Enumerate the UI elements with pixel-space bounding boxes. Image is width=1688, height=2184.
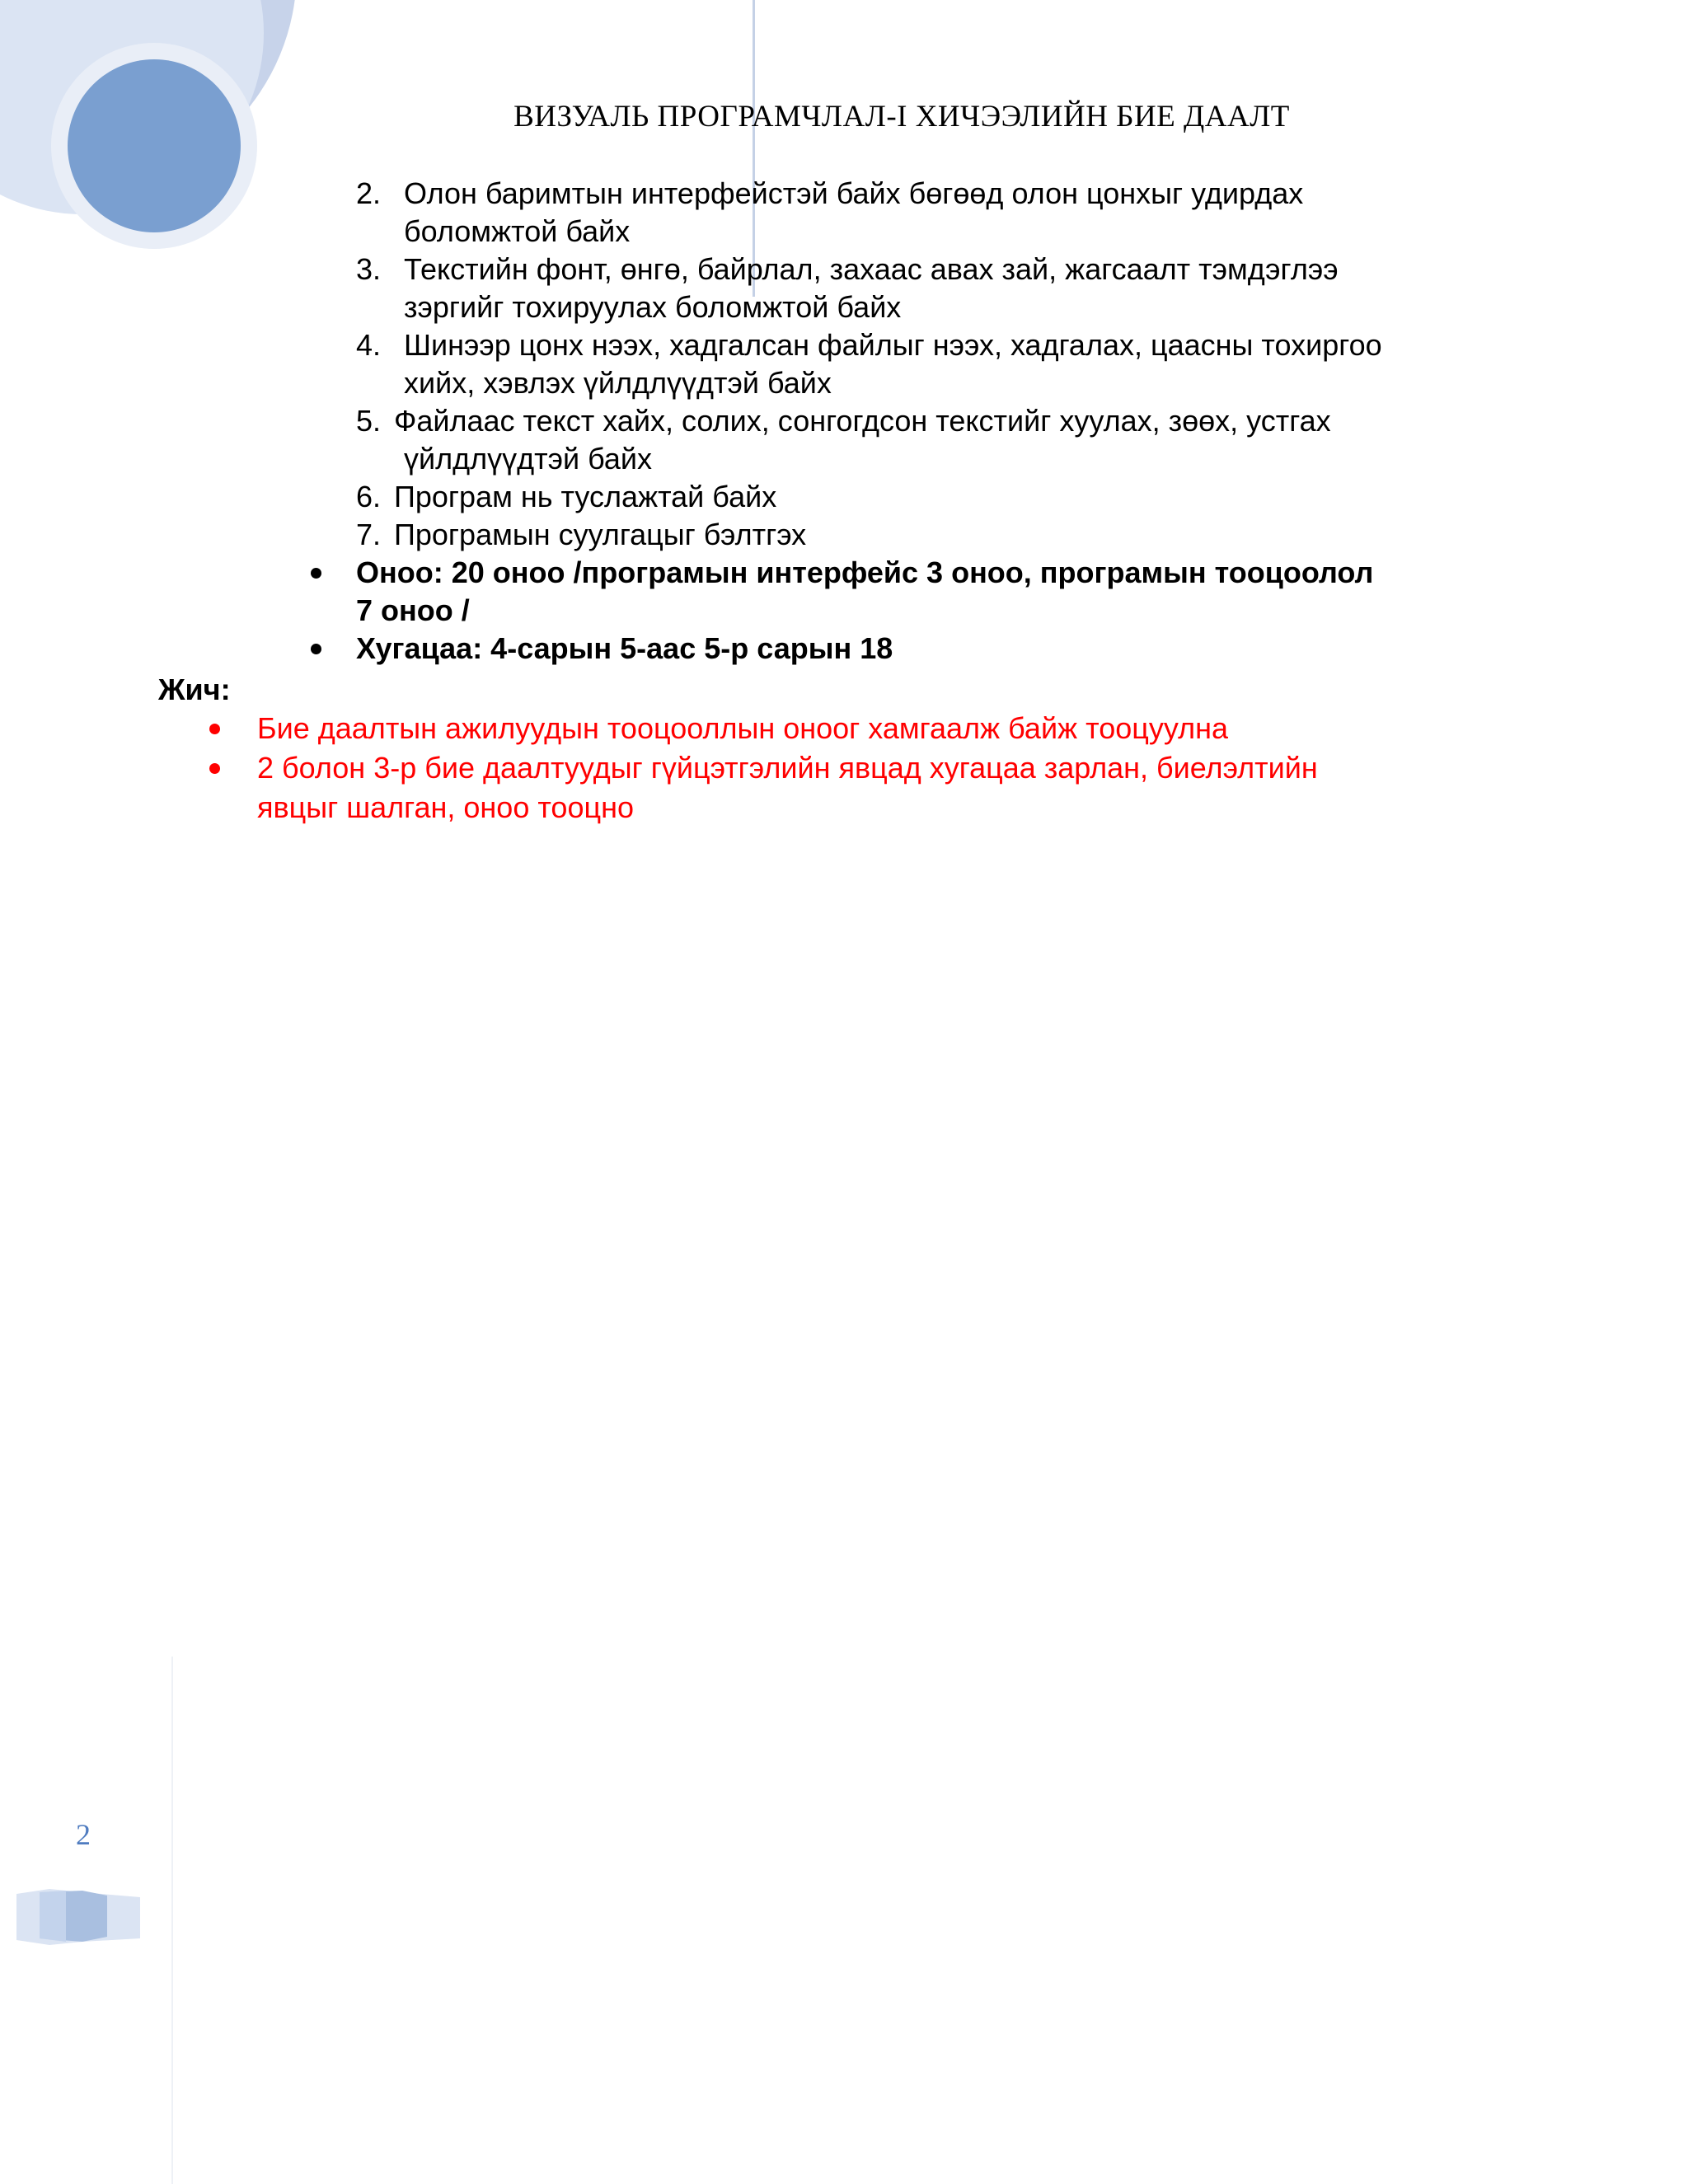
item-text-line: Файлаас текст хайх, солих, сонгогдсон текстийг хуулах, зөөх, устгах xyxy=(394,404,1331,438)
decorative-left-line xyxy=(171,1657,173,2184)
item-text-line: Оноо: 20 оноо /програмын интерфейс 3 оноо, програмын тооцоолол xyxy=(356,555,1374,589)
item-number: 2. xyxy=(356,176,382,210)
item-text-line: 7 оноо / xyxy=(356,593,470,627)
item-text-line: боломжтой байх xyxy=(404,214,631,248)
decorative-circle-inner xyxy=(68,59,241,232)
bullet-icon xyxy=(311,568,321,579)
note-text-line: 2 болон 3-р бие даалтуудыг гүйцэтгэлийн явцад хугацаа зарлан, биелэлтийн xyxy=(257,751,1318,785)
item-text-line: Текстийн фонт, өнгө, байрлал, захаас авах зай, жагсаалт тэмдэглээ xyxy=(404,252,1339,286)
bullet-icon xyxy=(209,724,220,734)
item-text-line: Хугацаа: 4-сарын 5-аас 5-р сарын 18 xyxy=(356,631,893,665)
bullet-icon xyxy=(209,763,220,774)
bullet-icon xyxy=(311,644,321,654)
item-text-line: Програм нь туслажтай байх xyxy=(394,480,777,513)
item-number: 7. xyxy=(356,518,382,551)
item-number: 6. xyxy=(356,480,382,513)
item-text-line: хийх, хэвлэх үйлдлүүдтэй байх xyxy=(404,366,832,400)
item-text-line: үйлдлүүдтэй байх xyxy=(404,442,653,476)
page-number: 2 xyxy=(76,1818,91,1851)
item-number: 5. xyxy=(356,404,382,438)
page-header-title: ВИЗУАЛЬ ПРОГРАМЧЛАЛ-I ХИЧЭЭЛИЙН БИЕ ДААЛТ xyxy=(513,100,1290,134)
note-text-line: Бие даалтын ажилуудын тооцооллын оноог хамгаалж байж тооцуулна xyxy=(257,711,1228,745)
item-number: 3. xyxy=(356,252,382,286)
item-number: 4. xyxy=(356,328,382,362)
item-text-line: Олон баримтын интерфейстэй байх бөгөөд олон цонхыг удирдах xyxy=(404,176,1304,210)
note-label: Жич: xyxy=(158,673,231,706)
item-text-line: зэргийг тохируулах боломжтой байх xyxy=(404,290,902,324)
item-text-line: Шинээр цонх нээх, хадгалсан файлыг нээх, хадгалах, цаасны тохиргоо xyxy=(404,328,1382,362)
item-text-line: Програмын суулгацыг бэлтгэх xyxy=(394,518,807,551)
note-text-line: явцыг шалган, оноо тооцно xyxy=(257,790,634,824)
footer-ribbon-decoration xyxy=(16,1887,140,1945)
